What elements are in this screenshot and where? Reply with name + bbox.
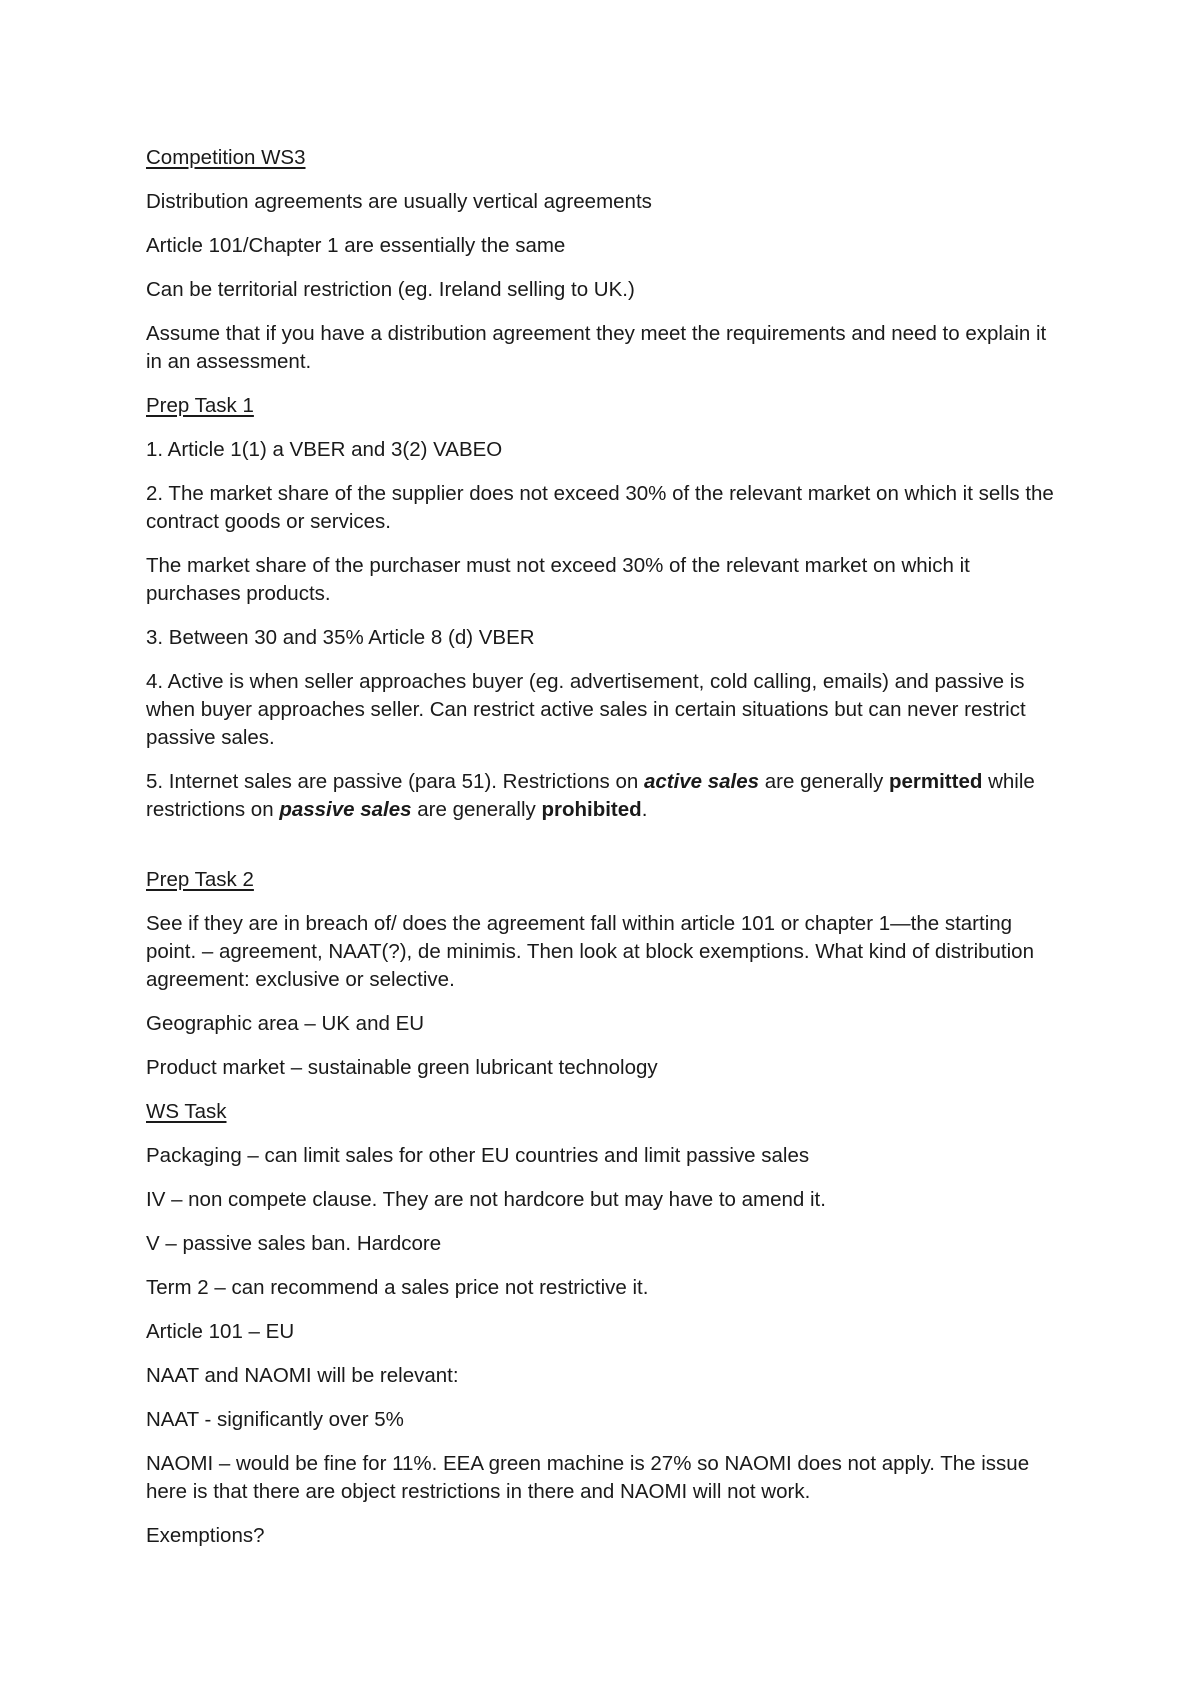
intro-line: Distribution agreements are usually vertical agreements	[146, 190, 652, 213]
ws-task-item: NAAT - significantly over 5%	[146, 1408, 404, 1431]
prep-task-1-heading: Prep Task 1	[146, 394, 254, 417]
prep-task-2-heading: Prep Task 2	[146, 868, 254, 891]
prep-task-2-item: Product market – sustainable green lubricant technology	[146, 1056, 658, 1079]
intro-line: Assume that if you have a distribution agreement they meet the requirements and need to explain it in an assessment.	[146, 322, 1047, 373]
prohibited-emphasis: prohibited	[541, 798, 642, 821]
ws-task-item: V – passive sales ban. Hardcore	[146, 1232, 442, 1255]
document-title: Competition WS3	[146, 146, 306, 169]
ws-task-item: IV – non compete clause. They are not hardcore but may have to amend it.	[146, 1188, 826, 1211]
document-page	[146, 144, 1066, 1566]
ws-task-item: Exemptions?	[146, 1524, 265, 1547]
active-sales-emphasis: active sales	[643, 770, 760, 793]
ws-task-item: Packaging – can limit sales for other EU countries and limit passive sales	[146, 1144, 810, 1167]
prep-task-1-item: 4. Active is when seller approaches buyer (eg. advertisement, cold calling, emails) and passive is when buyer approaches seller. Can restrict active sales in certain situations but can never restrict passive sales.	[146, 670, 1026, 749]
section-spacer	[146, 840, 1066, 866]
ws-task-item: Term 2 – can recommend a sales price not restrictive it.	[146, 1276, 649, 1299]
ws-task-heading: WS Task	[146, 1100, 227, 1123]
intro-line: Article 101/Chapter 1 are essentially the same	[146, 234, 566, 257]
ws-task-item: NAOMI – would be fine for 11%. EEA green machine is 27% so NAOMI does not apply. The issue here is that there are object restrictions in there and NAOMI will not work.	[146, 1452, 1030, 1503]
item5-text: .	[641, 798, 648, 821]
passive-sales-emphasis: passive sales	[279, 798, 412, 821]
ws-task-item: Article 101 – EU	[146, 1320, 295, 1343]
item5-text: while restrictions on	[146, 770, 1035, 821]
item5-text: are generally	[759, 770, 889, 793]
permitted-emphasis: permitted	[888, 770, 983, 793]
ws-task-item: NAAT and NAOMI will be relevant:	[146, 1364, 459, 1387]
prep-task-2-item: See if they are in breach of/ does the agreement fall within article 101 or chapter 1—the starting point. – agreement, NAAT(?), de minimis. Then look at block exemptions. What kind of distribution agreement: exclusive or selective.	[146, 912, 1034, 991]
prep-task-1-item: The market share of the purchaser must not exceed 30% of the relevant market on which it purchases products.	[146, 554, 970, 605]
item5-text: are generally	[411, 798, 542, 821]
prep-task-2-item: Geographic area – UK and EU	[146, 1012, 425, 1035]
prep-task-1-item-5	[146, 768, 1066, 824]
intro-line: Can be territorial restriction (eg. Ireland selling to UK.)	[146, 278, 635, 301]
prep-task-1-item: 1. Article 1(1) a VBER and 3(2) VABEO	[146, 438, 503, 461]
prep-task-1-item: 2. The market share of the supplier does not exceed 30% of the relevant market on which it sells the contract goods or services.	[146, 482, 1054, 533]
item5-text: 5. Internet sales are passive (para 51). Restrictions on	[146, 770, 644, 793]
prep-task-1-item: 3. Between 30 and 35% Article 8 (d) VBER	[146, 626, 535, 649]
